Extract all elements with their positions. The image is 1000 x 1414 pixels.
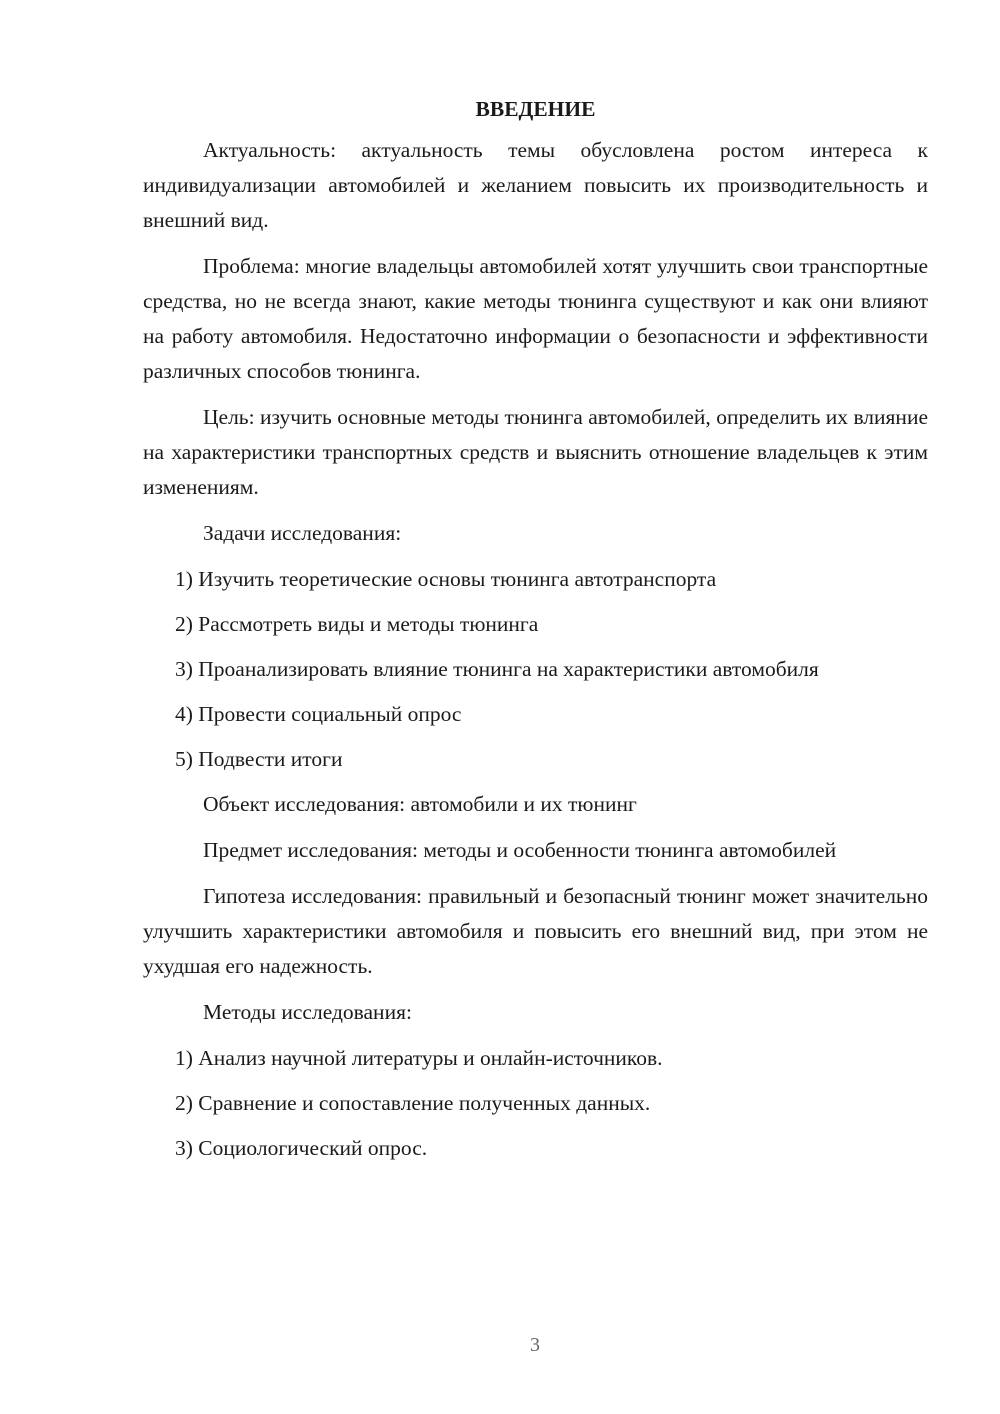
subject-paragraph: Предмет исследования: методы и особенности тюнинга автомобилей [203, 838, 837, 862]
object-paragraph: Объект исследования: автомобили и их тюнинг [203, 792, 637, 816]
task-item-5: 5) Подвести итоги [175, 747, 343, 771]
document-page [143, 92, 928, 1176]
methods-heading: Методы исследования: [203, 1000, 412, 1024]
hypothesis-paragraph: Гипотеза исследования: правильный и безопасный тюнинг может значительно улучшить характеристики автомобиля и повысить его внешний вид, при этом не ухудшая его надежность. [143, 884, 928, 978]
method-item-3: 3) Социологический опрос. [175, 1136, 428, 1160]
relevance-paragraph: Актуальность: актуальность темы обусловлена ростом интереса к индивидуализации автомобилей и желанием повысить их производительность и внешний вид. [143, 138, 928, 232]
section-title: ВВЕДЕНИЕ [475, 97, 596, 121]
goal-paragraph: Цель: изучить основные методы тюнинга автомобилей, определить их влияние на характеристики транспортных средств и выяснить отношение владельцев к этим изменениям. [143, 405, 928, 499]
method-item-2: 2) Сравнение и сопоставление полученных данных. [175, 1091, 651, 1115]
task-item-3: 3) Проанализировать влияние тюнинга на характеристики автомобиля [175, 657, 819, 681]
method-item-1: 1) Анализ научной литературы и онлайн-источников. [175, 1046, 663, 1070]
task-item-4: 4) Провести социальный опрос [175, 702, 462, 726]
tasks-heading: Задачи исследования: [203, 521, 402, 545]
task-item-1: 1) Изучить теоретические основы тюнинга автотранспорта [175, 567, 717, 591]
task-item-2: 2) Рассмотреть виды и методы тюнинга [175, 612, 539, 636]
problem-paragraph: Проблема: многие владельцы автомобилей хотят улучшить свои транспортные средства, но не всегда знают, какие методы тюнинга существуют и как они влияют на работу автомобиля. Недостаточно информации о безопасности и эффективности различных способов тюнинга. [143, 254, 928, 383]
page-number: 3 [530, 1334, 540, 1356]
